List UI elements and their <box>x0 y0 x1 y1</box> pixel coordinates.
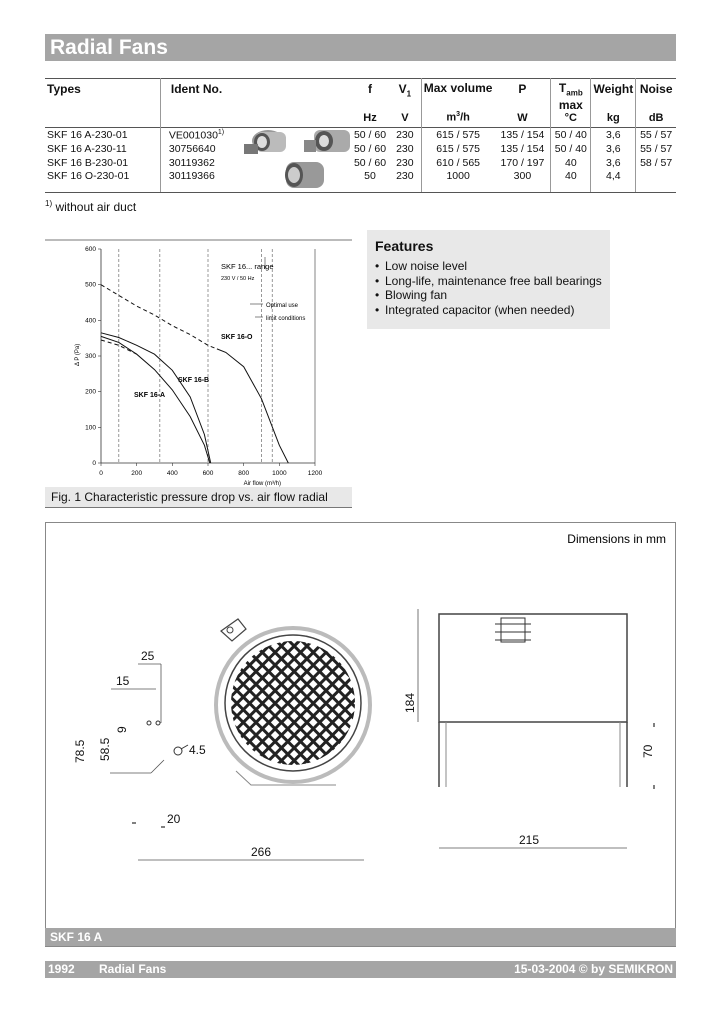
footer-title: Radial Fans <box>99 962 167 976</box>
chart-series <box>101 285 288 463</box>
footer <box>45 961 676 978</box>
fan-photo-b <box>304 130 350 152</box>
chart-ticks <box>85 246 322 477</box>
annot-label-a: SKF 16-A <box>134 392 166 399</box>
fan-product-photos <box>242 126 357 192</box>
annot-limit: limit conditions <box>266 316 306 322</box>
annot-label-o: SKF 16-O <box>221 334 253 341</box>
y-tick-label: 400 <box>85 317 96 325</box>
y-tick-label: 600 <box>85 246 96 253</box>
annot-optimal: Optimal use <box>266 303 299 309</box>
dim-20: 20 <box>167 812 181 826</box>
x-tick-label: 600 <box>202 470 214 477</box>
unit-t: °C <box>551 111 591 127</box>
list-item: • Low noise level <box>375 259 602 274</box>
x-tick-label: 0 <box>99 470 103 477</box>
x-tick-label: 400 <box>166 470 178 477</box>
unit-noise: dB <box>636 111 676 127</box>
table-row: SKF 16 A-230-11 30756640 50 / 60 230 615 / 575 135 / 154 50 / 40 3,6 55 / 57 <box>45 142 676 156</box>
y-tick-label: 200 <box>85 388 96 396</box>
dim-4-5: 4.5 <box>189 743 206 757</box>
col-noise: Noise <box>636 79 676 112</box>
y-tick-label: 100 <box>85 424 96 432</box>
unit-weight: kg <box>591 111 636 127</box>
dim-9: 9 <box>115 726 129 733</box>
chart-grid <box>98 249 315 466</box>
series-skf-16-o-dashed <box>101 285 217 349</box>
x-tick-label: 1000 <box>272 470 287 477</box>
table-header-row <box>45 79 676 112</box>
dim-58-5: 58.5 <box>98 737 112 761</box>
table-row: SKF 16 A-230-01 VE001030$^{1)}$ 50 / 60 230 615 / 575 135 / 154 50 / 40 3,6 55 / 57 <box>45 128 676 142</box>
table-row: SKF 16 B-230-01 30119362 50 / 60 230 610 / 565 170 / 197 40 3,6 58 / 57 <box>45 156 676 170</box>
unit-v: V <box>401 111 409 124</box>
footer-date: 15-03-2004 © by SEMIKRON <box>514 962 673 976</box>
x-tick-label: 800 <box>238 470 250 477</box>
dim-266: 266 <box>251 845 272 859</box>
x-tick-label: 1200 <box>307 470 323 477</box>
chart-ylabel: Δ P (Pa) <box>75 343 81 366</box>
fan-side-view <box>439 614 627 848</box>
footnote: $^{1)}$ without air duct <box>45 199 137 214</box>
unit-p: W <box>517 111 528 124</box>
dims-label: Dimensions in mm <box>567 532 666 546</box>
features-list <box>375 259 602 317</box>
y-tick-label: 500 <box>85 281 96 289</box>
col-f: f <box>368 82 372 96</box>
col-ident: Ident No. <box>160 79 240 112</box>
col-volume: Max volume <box>421 79 494 112</box>
annot-supply: 230 V / 50 Hz <box>221 276 255 282</box>
y-tick-label: 0 <box>92 460 96 467</box>
dim-78-5: 78.5 <box>73 739 87 763</box>
page-title: Radial Fans <box>45 34 676 61</box>
dimension-drawing <box>46 523 675 946</box>
list-item: • Integrated capacitor (when needed) <box>375 303 602 318</box>
fan-photo-a <box>244 130 286 154</box>
chart-xlabel: Air flow (m³/h) <box>243 481 282 487</box>
dimension-drawing-panel <box>45 522 676 947</box>
fan-photo-o <box>285 162 324 188</box>
spec-table <box>45 78 676 193</box>
list-item: • Blowing fan <box>375 288 602 303</box>
list-item: • Long-life, maintenance free ball bearings <box>375 274 602 289</box>
dim-25: 25 <box>141 649 155 663</box>
x-tick-label: 200 <box>131 470 143 477</box>
pressure-chart <box>45 229 352 507</box>
features-title: Features <box>375 238 434 254</box>
fan-front-view <box>216 619 370 785</box>
unit-f: Hz <box>363 111 377 124</box>
col-weight: Weight <box>591 79 636 112</box>
col-p: P <box>518 82 527 96</box>
dim-15: 15 <box>116 674 130 688</box>
table-row: SKF 16 O-230-01 30119366 50 230 1000 300 40 4,4 <box>45 170 676 193</box>
unit-volume: $m^3/h$ <box>421 111 494 127</box>
features-panel <box>367 230 610 329</box>
annot-range: SKF 16... range <box>221 262 274 271</box>
dim-184: 184 <box>403 692 417 713</box>
chart-caption: Fig. 1 Characteristic pressure drop vs. air flow radial <box>45 487 352 508</box>
col-types: Types <box>47 82 81 96</box>
series-skf-16-o <box>217 349 288 463</box>
y-tick-label: 300 <box>85 353 96 360</box>
model-label: SKF 16 A <box>45 928 676 946</box>
dim-215: 215 <box>519 833 540 847</box>
dim-70: 70 <box>641 744 655 758</box>
table-units-row <box>45 111 676 127</box>
col-tamb: $T_{amb}$ max <box>551 79 591 112</box>
footer-page: 1992 <box>48 962 75 976</box>
col-v: $V_1$ <box>398 82 412 99</box>
annot-label-b: SKF 16-B <box>178 377 210 384</box>
